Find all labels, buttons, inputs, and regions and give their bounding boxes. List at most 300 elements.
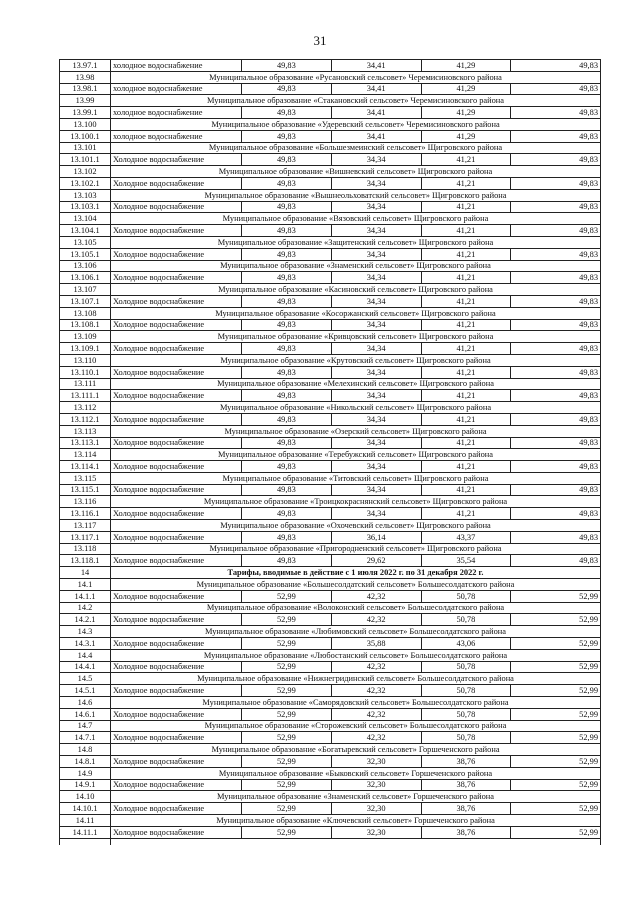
municipality-row (60, 815, 601, 827)
tariff-row (60, 555, 601, 567)
tariff-value-cell: 34,34 (331, 248, 421, 260)
service-cell: Холодное водоснабжение (111, 154, 242, 166)
row-number-cell: 13.100 (60, 118, 111, 130)
tariff-value-cell: 52,99 (511, 708, 601, 720)
service-cell: Холодное водоснабжение (111, 366, 242, 378)
municipality-title-cell: Муниципальное образование «Крутовский сельсовет» Щигровского района (111, 354, 601, 366)
tariff-value-cell: 34,34 (331, 413, 421, 425)
municipality-title-cell: Муниципальное образование «Вышнеольховатский сельсовет» Щигровского района (111, 189, 601, 201)
service-cell: Холодное водоснабжение (111, 708, 242, 720)
tariff-value-cell: 34,41 (331, 60, 421, 72)
tariff-value-cell: 49,83 (242, 177, 332, 189)
page-number: 31 (313, 33, 327, 48)
municipality-row (60, 791, 601, 803)
service-cell: Холодное водоснабжение (111, 508, 242, 520)
municipality-row (60, 626, 601, 638)
municipality-row (60, 425, 601, 437)
tariff-value-cell: 52,99 (242, 638, 332, 650)
tariff-value-cell: 49,83 (242, 225, 332, 237)
tariff-value-cell: 34,34 (331, 177, 421, 189)
row-number-cell: 14.8.1 (60, 756, 111, 768)
tariff-table-body (60, 60, 601, 845)
tariff-value-cell: 49,83 (242, 508, 332, 520)
row-number-cell: 14.4 (60, 649, 111, 661)
municipality-title-cell: Муниципальное образование «Быковский сельсовет» Горшеченского района (111, 767, 601, 779)
service-cell: Холодное водоснабжение (111, 779, 242, 791)
row-number-cell: 13.116 (60, 496, 111, 508)
row-number-cell: 14.8 (60, 744, 111, 756)
tariff-value-cell: 49,83 (242, 107, 332, 119)
row-number-cell: 13.113.1 (60, 437, 111, 449)
tariff-value-cell: 41,21 (421, 437, 511, 449)
municipality-title-cell: Муниципальное образование «Сторожевский сельсовет» Большесолдатского района (111, 720, 601, 732)
tariff-value-cell: 49,83 (242, 461, 332, 473)
municipality-row (60, 118, 601, 130)
municipality-title-cell: Муниципальное образование «Знаменский сельсовет» Горшеченского района (111, 791, 601, 803)
row-number-cell: 14.5.1 (60, 685, 111, 697)
tariff-value-cell: 42,32 (331, 590, 421, 602)
tariff-value-cell: 34,34 (331, 437, 421, 449)
tariff-value-cell: 41,21 (421, 248, 511, 260)
service-cell: Холодное водоснабжение (111, 590, 242, 602)
tariff-value-cell: 52,99 (242, 803, 332, 815)
section-header-row (60, 567, 601, 579)
tariff-row (60, 708, 601, 720)
tariff-row (60, 437, 601, 449)
tariff-value-cell: 49,83 (242, 390, 332, 402)
tariff-value-cell: 38,76 (421, 779, 511, 791)
row-number-cell: 14.10.1 (60, 803, 111, 815)
tariff-value-cell: 49,83 (242, 437, 332, 449)
tariff-value-cell: 49,83 (511, 390, 601, 402)
tariff-value-cell: 49,83 (242, 130, 332, 142)
row-number-cell: 13.101.1 (60, 154, 111, 166)
tariff-value-cell: 43,06 (421, 638, 511, 650)
tariff-value-cell: 52,99 (242, 732, 332, 744)
tariff-value-cell: 49,83 (511, 177, 601, 189)
row-number-cell: 13.117.1 (60, 531, 111, 543)
service-cell: Холодное водоснабжение (111, 638, 242, 650)
service-cell: Холодное водоснабжение (111, 732, 242, 744)
municipality-title-cell: Муниципальное образование «Нижнегридинский сельсовет» Большесолдатского района (111, 673, 601, 685)
tariff-value-cell: 50,78 (421, 590, 511, 602)
tariff-value-cell: 34,34 (331, 295, 421, 307)
tariff-row (60, 638, 601, 650)
tariff-value-cell: 52,99 (511, 661, 601, 673)
tariff-value-cell: 34,41 (331, 130, 421, 142)
tariff-value-cell: 34,41 (331, 107, 421, 119)
row-number-cell: 13.110.1 (60, 366, 111, 378)
tariff-value-cell: 49,83 (511, 225, 601, 237)
municipality-row (60, 378, 601, 390)
municipality-title-cell: Муниципальное образование «Никольский сельсовет» Щигровского района (111, 402, 601, 414)
service-cell: Холодное водоснабжение (111, 614, 242, 626)
municipality-title-cell: Муниципальное образование «Титовский сельсовет» Щигровского района (111, 472, 601, 484)
tariff-value-cell: 41,21 (421, 461, 511, 473)
service-cell: холодное водоснабжение (111, 107, 242, 119)
row-number-cell: 13.107.1 (60, 295, 111, 307)
municipality-title-cell: Муниципальное образование «Кривцовский сельсовет» Щигровского района (111, 331, 601, 343)
service-cell: Холодное водоснабжение (111, 343, 242, 355)
tariff-row (60, 295, 601, 307)
row-number-cell: 14.2.1 (60, 614, 111, 626)
municipality-row (60, 649, 601, 661)
row-number-cell: 13.115.1 (60, 484, 111, 496)
tariff-value-cell: 41,21 (421, 508, 511, 520)
municipality-title-cell: Муниципальное образование «Охочевский сельсовет» Щигровского района (111, 520, 601, 532)
tariff-row (60, 177, 601, 189)
tariff-row (60, 756, 601, 768)
row-number-cell: 13.108 (60, 307, 111, 319)
tariff-value-cell: 49,83 (242, 248, 332, 260)
municipality-row (60, 520, 601, 532)
service-cell: Холодное водоснабжение (111, 461, 242, 473)
row-number-cell: 13.99 (60, 95, 111, 107)
tariff-value-cell: 52,99 (511, 614, 601, 626)
municipality-row (60, 71, 601, 83)
municipality-title-cell: Муниципальное образование «Теребужский сельсовет» Щигровского района (111, 449, 601, 461)
tariff-value-cell: 34,34 (331, 366, 421, 378)
row-number-cell: 13.111.1 (60, 390, 111, 402)
tariff-row (60, 319, 601, 331)
row-number-cell: 13.117 (60, 520, 111, 532)
service-cell: холодное водоснабжение (111, 130, 242, 142)
service-cell: Холодное водоснабжение (111, 248, 242, 260)
row-number-cell: 14.9 (60, 767, 111, 779)
row-number-cell: 13.114 (60, 449, 111, 461)
municipality-row (60, 213, 601, 225)
tariff-value-cell: 49,83 (511, 413, 601, 425)
row-number-cell: 13.105 (60, 236, 111, 248)
tariff-value-cell: 34,34 (331, 390, 421, 402)
row-number-cell: 13.104 (60, 213, 111, 225)
tariff-value-cell: 49,83 (511, 130, 601, 142)
service-cell: Холодное водоснабжение (111, 319, 242, 331)
tariff-value-cell: 52,99 (242, 590, 332, 602)
service-cell: Холодное водоснабжение (111, 295, 242, 307)
tariff-value-cell: 52,99 (511, 732, 601, 744)
row-number-cell: 14.3 (60, 626, 111, 638)
row-number-cell: 13.116.1 (60, 508, 111, 520)
tariff-row (60, 661, 601, 673)
tariff-value-cell: 34,34 (331, 201, 421, 213)
service-cell: Холодное водоснабжение (111, 437, 242, 449)
tariff-value-cell: 42,32 (331, 708, 421, 720)
tariff-value-cell: 52,99 (511, 638, 601, 650)
tariff-value-cell: 32,30 (331, 803, 421, 815)
row-number-cell: 14.9.1 (60, 779, 111, 791)
tariff-row (60, 590, 601, 602)
row-number-cell: 13.101 (60, 142, 111, 154)
tariff-value-cell: 49,83 (242, 60, 332, 72)
municipality-title-cell: Муниципальное образование «Стакановский сельсовет» Черемисиновского района (111, 95, 601, 107)
service-cell: Холодное водоснабжение (111, 177, 242, 189)
row-number-cell: 13.102 (60, 166, 111, 178)
municipality-row (60, 673, 601, 685)
tariff-value-cell: 52,99 (242, 708, 332, 720)
tariff-value-cell: 49,83 (242, 272, 332, 284)
row-number-cell: 14.4.1 (60, 661, 111, 673)
tariff-value-cell: 35,88 (331, 638, 421, 650)
tariff-value-cell: 34,34 (331, 508, 421, 520)
tariff-value-cell: 49,83 (511, 555, 601, 567)
tariff-value-cell: 52,99 (242, 756, 332, 768)
municipality-title-cell: Муниципальное образование «Любимовский сельсовет» Большесолдатского района (111, 626, 601, 638)
municipality-row (60, 307, 601, 319)
tariff-value-cell: 49,83 (242, 531, 332, 543)
tariff-value-cell: 49,83 (511, 248, 601, 260)
tariff-value-cell: 49,83 (242, 484, 332, 496)
row-number-cell: 14.6 (60, 697, 111, 709)
row-number-cell: 13.112.1 (60, 413, 111, 425)
tariff-value-cell: 32,30 (331, 826, 421, 838)
row-number-cell: 13.118 (60, 543, 111, 555)
tariff-value-cell: 52,99 (242, 661, 332, 673)
tariff-value-cell: 49,83 (511, 437, 601, 449)
tariff-value-cell: 42,32 (331, 732, 421, 744)
row-number-cell: 13.103.1 (60, 201, 111, 213)
municipality-row (60, 720, 601, 732)
tariff-value-cell: 35,54 (421, 555, 511, 567)
tariff-value-cell: 41,21 (421, 484, 511, 496)
tariff-value-cell: 41,21 (421, 413, 511, 425)
municipality-title-cell: Муниципальное образование «Ключевский сельсовет» Горшеченского района (111, 815, 601, 827)
service-cell: Холодное водоснабжение (111, 225, 242, 237)
tariff-value-cell: 50,78 (421, 614, 511, 626)
tariff-value-cell: 42,32 (331, 661, 421, 673)
tariff-value-cell: 49,83 (511, 83, 601, 95)
tariff-value-cell: 36,14 (331, 531, 421, 543)
municipality-row (60, 236, 601, 248)
row-number-cell: 14 (60, 567, 111, 579)
continuation-cell (60, 838, 111, 845)
tariff-value-cell: 34,34 (331, 461, 421, 473)
tariff-value-cell: 43,37 (421, 531, 511, 543)
tariff-value-cell: 52,99 (242, 614, 332, 626)
municipality-row (60, 472, 601, 484)
tariff-value-cell: 49,83 (242, 83, 332, 95)
service-cell: Холодное водоснабжение (111, 803, 242, 815)
row-number-cell: 13.108.1 (60, 319, 111, 331)
tariff-value-cell: 52,99 (511, 685, 601, 697)
tariff-row (60, 366, 601, 378)
tariff-row (60, 130, 601, 142)
service-cell: Холодное водоснабжение (111, 756, 242, 768)
tariff-value-cell: 49,83 (511, 295, 601, 307)
tariff-value-cell: 49,83 (511, 484, 601, 496)
municipality-row (60, 354, 601, 366)
row-number-cell: 14.10 (60, 791, 111, 803)
tariff-row (60, 508, 601, 520)
row-number-cell: 13.104.1 (60, 225, 111, 237)
row-number-cell: 13.97.1 (60, 60, 111, 72)
tariff-value-cell: 49,83 (511, 343, 601, 355)
tariff-value-cell: 41,29 (421, 107, 511, 119)
tariff-value-cell: 49,83 (242, 343, 332, 355)
row-number-cell: 14.7.1 (60, 732, 111, 744)
row-number-cell: 14.11.1 (60, 826, 111, 838)
row-number-cell: 14.1 (60, 579, 111, 591)
tariff-value-cell: 34,41 (331, 83, 421, 95)
row-number-cell: 14.7 (60, 720, 111, 732)
tariff-value-cell: 52,99 (242, 826, 332, 838)
row-number-cell: 14.3.1 (60, 638, 111, 650)
row-number-cell: 14.11 (60, 815, 111, 827)
tariff-value-cell: 34,34 (331, 272, 421, 284)
row-number-cell: 13.100.1 (60, 130, 111, 142)
service-cell: Холодное водоснабжение (111, 531, 242, 543)
service-cell: Холодное водоснабжение (111, 685, 242, 697)
row-number-cell: 13.110 (60, 354, 111, 366)
tariff-value-cell: 50,78 (421, 661, 511, 673)
row-number-cell: 13.111 (60, 378, 111, 390)
tariff-value-cell: 38,76 (421, 803, 511, 815)
tariff-value-cell: 49,83 (511, 508, 601, 520)
tariff-row (60, 154, 601, 166)
tariff-value-cell: 49,83 (511, 319, 601, 331)
tariff-value-cell: 34,34 (331, 343, 421, 355)
municipality-title-cell: Муниципальное образование «Русановский сельсовет» Черемисиновского района (111, 71, 601, 83)
row-number-cell: 13.118.1 (60, 555, 111, 567)
row-number-cell: 13.114.1 (60, 461, 111, 473)
municipality-row (60, 331, 601, 343)
municipality-row (60, 496, 601, 508)
service-cell: Холодное водоснабжение (111, 826, 242, 838)
tariff-row (60, 413, 601, 425)
row-number-cell: 13.106.1 (60, 272, 111, 284)
row-number-cell: 13.103 (60, 189, 111, 201)
tariff-value-cell: 52,99 (511, 756, 601, 768)
municipality-title-cell: Муниципальное образование «Защитенский сельсовет» Щигровского района (111, 236, 601, 248)
municipality-row (60, 166, 601, 178)
tariff-value-cell: 52,99 (511, 590, 601, 602)
tariff-row (60, 390, 601, 402)
tariff-value-cell: 41,21 (421, 295, 511, 307)
service-cell: Холодное водоснабжение (111, 484, 242, 496)
tariff-row (60, 461, 601, 473)
municipality-title-cell: Муниципальное образование «Вязовский сельсовет» Щигровского района (111, 213, 601, 225)
row-number-cell: 13.109 (60, 331, 111, 343)
tariff-value-cell: 49,83 (511, 461, 601, 473)
tariff-value-cell: 41,21 (421, 390, 511, 402)
row-number-cell: 13.98 (60, 71, 111, 83)
municipality-row (60, 449, 601, 461)
tariff-row (60, 484, 601, 496)
tariff-value-cell: 42,32 (331, 614, 421, 626)
service-cell: Холодное водоснабжение (111, 201, 242, 213)
municipality-row (60, 767, 601, 779)
row-number-cell: 14.2 (60, 602, 111, 614)
municipality-row (60, 602, 601, 614)
continuation-cell (111, 838, 601, 845)
service-cell: холодное водоснабжение (111, 83, 242, 95)
tariff-row (60, 83, 601, 95)
tariff-value-cell: 49,83 (242, 366, 332, 378)
row-number-cell: 14.1.1 (60, 590, 111, 602)
tariff-value-cell: 50,78 (421, 685, 511, 697)
tariff-value-cell: 41,21 (421, 343, 511, 355)
tariff-value-cell: 52,99 (511, 779, 601, 791)
tariff-value-cell: 41,21 (421, 272, 511, 284)
tariff-row (60, 225, 601, 237)
tariff-value-cell: 34,34 (331, 225, 421, 237)
municipality-row (60, 189, 601, 201)
municipality-title-cell: Муниципальное образование «Пригородненский сельсовет» Щигровского района (111, 543, 601, 555)
tariff-value-cell: 49,83 (511, 201, 601, 213)
tariff-value-cell: 41,21 (421, 225, 511, 237)
municipality-row (60, 284, 601, 296)
tariff-value-cell: 52,99 (242, 685, 332, 697)
municipality-title-cell: Муниципальное образование «Мелехинский сельсовет» Щигровского района (111, 378, 601, 390)
municipality-row (60, 543, 601, 555)
municipality-row (60, 402, 601, 414)
row-number-cell: 13.106 (60, 260, 111, 272)
tariff-table (59, 59, 601, 845)
tariff-value-cell: 32,30 (331, 756, 421, 768)
municipality-row (60, 579, 601, 591)
municipality-title-cell: Муниципальное образование «Любостанский сельсовет» Большесолдатского района (111, 649, 601, 661)
tariff-value-cell: 34,34 (331, 154, 421, 166)
tariff-value-cell: 50,78 (421, 708, 511, 720)
row-number-cell: 13.99.1 (60, 107, 111, 119)
tariff-value-cell: 41,29 (421, 130, 511, 142)
tariff-row (60, 531, 601, 543)
municipality-row (60, 95, 601, 107)
tariff-value-cell: 52,99 (511, 803, 601, 815)
tariff-row (60, 107, 601, 119)
tariff-row (60, 732, 601, 744)
row-number-cell: 13.98.1 (60, 83, 111, 95)
tariff-row (60, 685, 601, 697)
tariff-value-cell: 41,21 (421, 319, 511, 331)
tariff-row (60, 60, 601, 72)
municipality-row (60, 697, 601, 709)
municipality-title-cell: Муниципальное образование «Богатыревский сельсовет» Горшеченского района (111, 744, 601, 756)
row-number-cell: 13.109.1 (60, 343, 111, 355)
tariff-value-cell: 41,21 (421, 154, 511, 166)
tariff-value-cell: 49,83 (242, 555, 332, 567)
tariff-row (60, 826, 601, 838)
service-cell: Холодное водоснабжение (111, 413, 242, 425)
municipality-row (60, 142, 601, 154)
municipality-title-cell: Муниципальное образование «Троицкокраснянский сельсовет» Щигровского района (111, 496, 601, 508)
tariff-value-cell: 41,21 (421, 201, 511, 213)
tariff-value-cell: 34,34 (331, 319, 421, 331)
tariff-value-cell: 41,29 (421, 60, 511, 72)
tariff-row (60, 614, 601, 626)
tariff-value-cell: 49,83 (511, 154, 601, 166)
tariff-value-cell: 49,83 (511, 107, 601, 119)
section-title-cell: Тарифы, вводимые в действие с 1 июля 2022 г. по 31 декабря 2022 г. (111, 567, 601, 579)
tariff-row (60, 201, 601, 213)
tariff-value-cell: 49,83 (511, 366, 601, 378)
row-number-cell: 13.105.1 (60, 248, 111, 260)
tariff-value-cell: 49,83 (511, 531, 601, 543)
municipality-title-cell: Муниципальное образование «Озерский сельсовет» Щигровского района (111, 425, 601, 437)
tariff-value-cell: 49,83 (242, 319, 332, 331)
tariff-value-cell: 49,83 (242, 154, 332, 166)
row-number-cell: 14.6.1 (60, 708, 111, 720)
municipality-title-cell: Муниципальное образование «Большесолдатский сельсовет» Большесолдатского района (111, 579, 601, 591)
municipality-title-cell: Муниципальное образование «Большезмеинский сельсовет» Щигровского района (111, 142, 601, 154)
tariff-row (60, 779, 601, 791)
tariff-value-cell: 42,32 (331, 685, 421, 697)
tariff-value-cell: 49,83 (242, 201, 332, 213)
municipality-title-cell: Муниципальное образование «Косоржанский сельсовет» Щигровского района (111, 307, 601, 319)
row-number-cell: 13.113 (60, 425, 111, 437)
tariff-value-cell: 52,99 (511, 826, 601, 838)
municipality-row (60, 260, 601, 272)
